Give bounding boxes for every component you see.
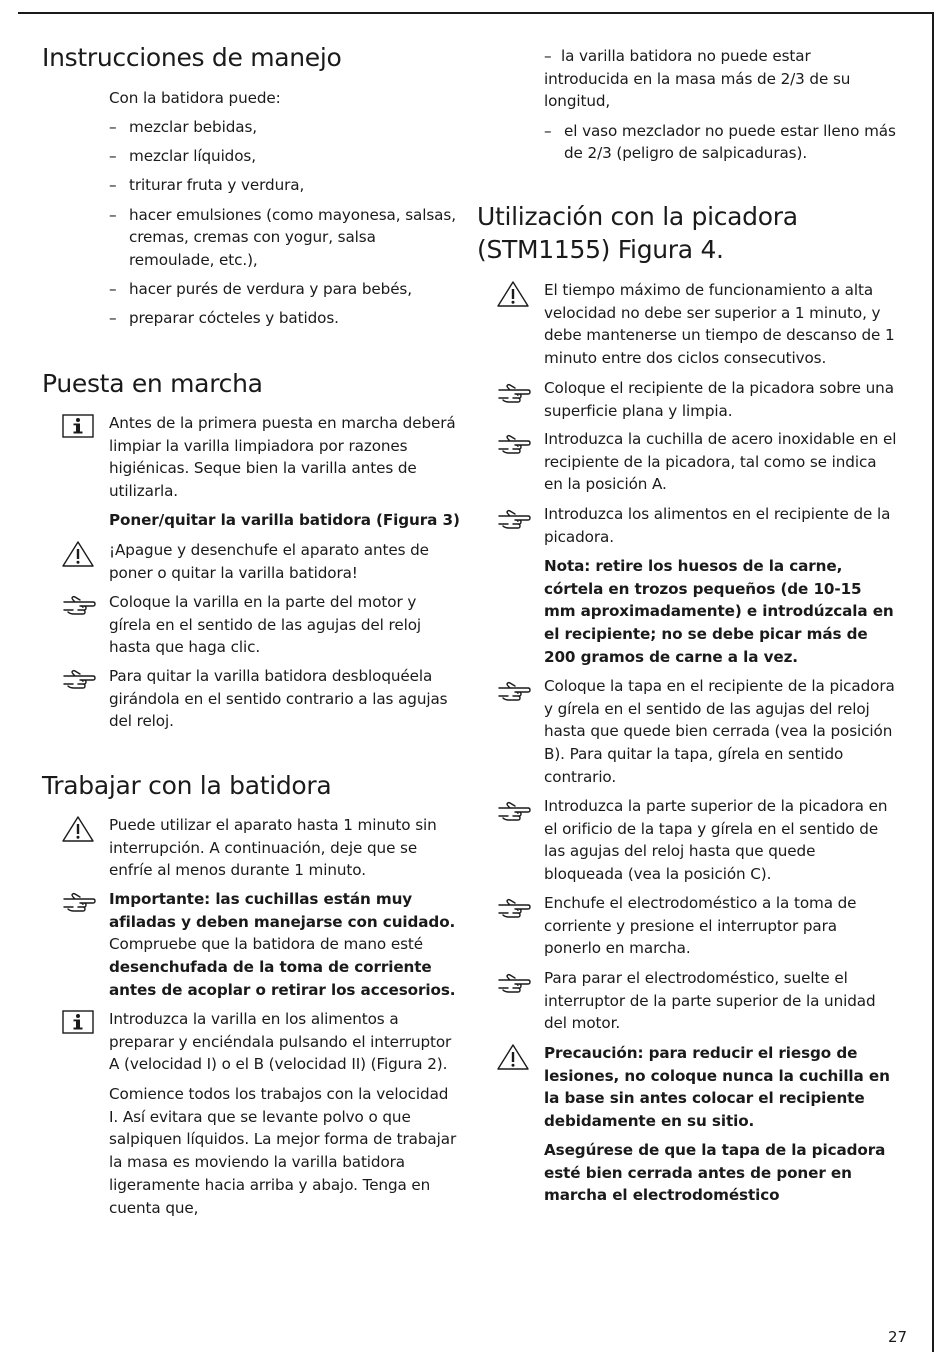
list-item: – triturar fruta y verdura, — [109, 176, 305, 195]
warning-block: Puede utilizar el aparato hasta 1 minuto sin interrupción. A continuación, deje que se enfríe al menos durante 1 minuto. — [42, 814, 460, 882]
body-paragraph: Comience todos los trabajos con la velocidad I. Así evitara que se levante polvo o que salpiquen líquidos. La mejor forma de trabajar la masa es moviendo la varilla batidora ligeramente hacia arriba y abajo. Tenga en cuenta que, — [109, 1085, 457, 1217]
usage-list — [42, 116, 460, 330]
warning-block: Precaución: para reducir el riesgo de lesiones, no coloque nunca la cuchilla en la base sin antes colocar el recipiente debidamente en su sitio. — [477, 1042, 897, 1133]
intro-text: Con la batidora puede: — [109, 89, 281, 107]
info-block: Introduzca la varilla en los alimentos a preparar y enciéndala pulsando el interruptor A (velocidad I) o el B (velocidad II) (Figura 2). — [42, 1008, 460, 1076]
info-icon — [62, 1010, 94, 1032]
pointing-hand-icon — [497, 383, 529, 405]
section-title-trabajar: Trabajar con la batidora — [42, 771, 332, 800]
pointing-hand-icon — [62, 669, 94, 691]
step-block: Introduzca la parte superior de la picadora en el orificio de la tapa y gírela en el sentido de las agujas del reloj hasta que quede bloqueada (vea la posición C). — [477, 795, 897, 886]
step-block: Coloque el recipiente de la picadora sobre una superficie plana y limpia. — [477, 377, 897, 422]
page-frame-top — [18, 12, 934, 14]
step-block: Introduzca la cuchilla de acero inoxidable en el recipiente de la picadora, tal como se indica en la posición A. — [477, 428, 897, 496]
list-item: – mezclar bebidas, — [109, 118, 257, 136]
step-block: Enchufe el electrodoméstico a la toma de corriente y presione el interruptor para ponerlo en marcha. — [477, 892, 897, 960]
pointing-hand-icon — [497, 434, 529, 456]
pointing-hand-icon — [497, 898, 529, 920]
info-block: Antes de la primera puesta en marcha deberá limpiar la varilla limpiadora por razones higiénicas. Seque bien la varilla antes de utilizarla. — [42, 412, 460, 503]
pointing-hand-icon — [497, 973, 529, 995]
pointing-hand-icon — [497, 801, 529, 823]
warning-icon — [62, 541, 94, 563]
pointing-hand-icon — [497, 681, 529, 703]
section-title-puesta: Puesta en marcha — [42, 369, 263, 398]
warning-icon — [62, 816, 94, 838]
warning-block: El tiempo máximo de funcionamiento a alta velocidad no debe ser superior a 1 minuto, y debe mantenerse un tiempo de descanso de 1 minuto entre dos ciclos consecutivos. — [477, 279, 897, 370]
list-item: – mezclar líquidos, — [109, 147, 256, 166]
pointing-hand-icon — [62, 892, 94, 914]
list-item: – hacer emulsiones (como mayonesa, salsas, cremas, cremas con yogur, salsa remoulade, etc.), — [109, 205, 456, 270]
step-block: Coloque la tapa en el recipiente de la picadora y gírela en el sentido de las agujas del reloj hasta que quede bien cerrada (vea la posición B). Para quitar la tapa, gírela en sentido contrario. — [477, 675, 897, 789]
section-title-picadora: Utilización con la picadora (STM1155) Figura 4. — [477, 202, 798, 264]
final-note: Asegúrese de que la tapa de la picadora esté bien cerrada antes de poner en marcha el electrodoméstico — [544, 1141, 886, 1205]
step-block: Para parar el electrodoméstico, suelte el interruptor de la parte superior de la unidad del motor. — [477, 967, 897, 1035]
step-block: Importante: las cuchillas están muy afiladas y deben manejarse con cuidado. Compruebe que la batidora de mano esté desenchufada de la toma de corriente antes de acoplar o retirar los accesorios. — [42, 888, 460, 1002]
list-item: – el vaso mezclador no puede estar lleno más de 2/3 (peligro de salpicaduras). — [544, 121, 896, 163]
pointing-hand-icon — [62, 595, 94, 617]
page-frame-right — [932, 12, 934, 1352]
warning-icon — [497, 281, 529, 303]
section-title-instrucciones: Instrucciones de manejo — [42, 43, 342, 72]
step-block: Para quitar la varilla batidora desbloquéela girándola en el sentido contrario a las agujas del reloj. — [42, 665, 460, 733]
step-block: Coloque la varilla en la parte del motor y gírela en el sentido de las agujas del reloj hasta que haga clic. — [42, 591, 460, 659]
pointing-hand-icon — [497, 509, 529, 531]
page-number: 27 — [888, 1328, 908, 1346]
list-item: – la varilla batidora no puede estar introducida en la masa más de 2/3 de su longitud, — [544, 47, 851, 111]
continued-list — [477, 45, 897, 165]
warning-block: ¡Apague y desenchufe el aparato antes de poner o quitar la varilla batidora! — [42, 539, 460, 584]
note-text: Nota: retire los huesos de la carne, córtela en trozos pequeños (de 10-15 mm aproximadamente) e introdúzcala en el recipiente; no se debe picar más de 200 gramos de carne a la vez. — [544, 557, 894, 666]
warning-icon — [497, 1044, 529, 1066]
info-icon — [62, 414, 94, 436]
subheading-varilla: Poner/quitar la varilla batidora (Figura 3) — [109, 511, 460, 529]
list-item: – preparar cócteles y batidos. — [109, 309, 339, 328]
list-item: – hacer purés de verdura y para bebés, — [109, 280, 412, 299]
step-block: Introduzca los alimentos en el recipiente de la picadora. — [477, 503, 897, 548]
